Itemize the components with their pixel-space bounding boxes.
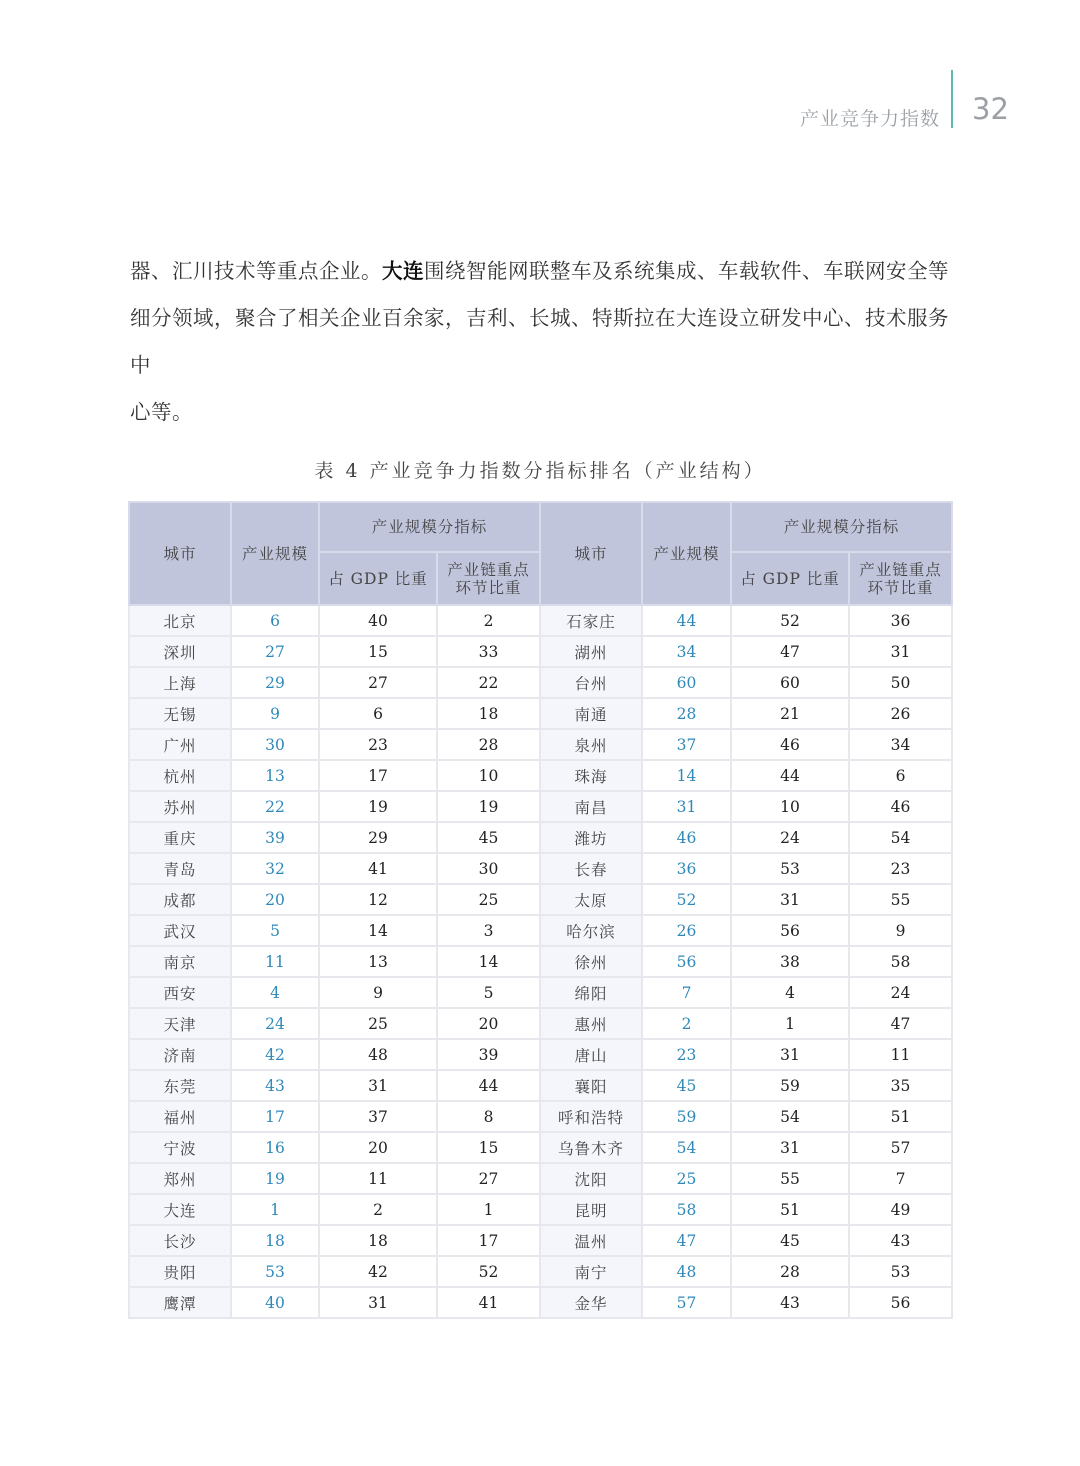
cell-city: 青岛 (129, 853, 231, 884)
cell-gdp-share: 52 (731, 605, 849, 636)
cell-scale: 60 (642, 667, 731, 698)
cell-city: 太原 (540, 884, 642, 915)
cell-city: 东莞 (129, 1070, 231, 1101)
cell-scale: 22 (231, 791, 319, 822)
cell-scale: 48 (642, 1256, 731, 1287)
cell-chain-share: 46 (849, 791, 952, 822)
cell-city: 南京 (129, 946, 231, 977)
cell-city: 泉州 (540, 729, 642, 760)
cell-gdp-share: 31 (319, 1070, 437, 1101)
cell-scale: 57 (642, 1287, 731, 1318)
cell-city: 温州 (540, 1225, 642, 1256)
cell-scale: 37 (642, 729, 731, 760)
header-gdp-share: 占 GDP 比重 (319, 552, 437, 605)
cell-chain-share: 28 (437, 729, 540, 760)
cell-city: 郑州 (129, 1163, 231, 1194)
cell-scale: 7 (642, 977, 731, 1008)
cell-city: 天津 (129, 1008, 231, 1039)
cell-city: 长沙 (129, 1225, 231, 1256)
cell-gdp-share: 28 (731, 1256, 849, 1287)
cell-gdp-share: 31 (731, 1039, 849, 1070)
cell-gdp-share: 29 (319, 822, 437, 853)
table-row (129, 853, 952, 884)
cell-scale: 36 (642, 853, 731, 884)
text: 围绕智能网联整车及系统集成、车载软件、车联网安全等 (424, 259, 949, 283)
cell-gdp-share: 10 (731, 791, 849, 822)
cell-gdp-share: 37 (319, 1101, 437, 1132)
table-row (129, 977, 952, 1008)
table-row (129, 1039, 952, 1070)
cell-gdp-share: 55 (731, 1163, 849, 1194)
table-row (129, 1070, 952, 1101)
cell-scale: 45 (642, 1070, 731, 1101)
cell-gdp-share: 31 (731, 884, 849, 915)
cell-chain-share: 53 (849, 1256, 952, 1287)
cell-gdp-share: 1 (731, 1008, 849, 1039)
cell-city: 西安 (129, 977, 231, 1008)
cell-city: 武汉 (129, 915, 231, 946)
cell-scale: 28 (642, 698, 731, 729)
cell-gdp-share: 21 (731, 698, 849, 729)
cell-scale: 39 (231, 822, 319, 853)
cell-chain-share: 6 (849, 760, 952, 791)
cell-city: 乌鲁木齐 (540, 1132, 642, 1163)
table-row (129, 822, 952, 853)
cell-chain-share: 15 (437, 1132, 540, 1163)
cell-gdp-share: 51 (731, 1194, 849, 1225)
table-row (129, 605, 952, 636)
cell-gdp-share: 31 (319, 1287, 437, 1318)
cell-scale: 24 (231, 1008, 319, 1039)
cell-city: 湖州 (540, 636, 642, 667)
cell-scale: 26 (642, 915, 731, 946)
cell-city: 沈阳 (540, 1163, 642, 1194)
cell-gdp-share: 6 (319, 698, 437, 729)
cell-chain-share: 33 (437, 636, 540, 667)
ranking-table (128, 501, 953, 1319)
cell-gdp-share: 60 (731, 667, 849, 698)
cell-city: 贵阳 (129, 1256, 231, 1287)
header-sub-indicators: 产业规模分指标 (319, 502, 540, 552)
cell-scale: 34 (642, 636, 731, 667)
header-city: 城市 (129, 502, 231, 605)
table-row (129, 667, 952, 698)
cell-gdp-share: 43 (731, 1287, 849, 1318)
cell-scale: 59 (642, 1101, 731, 1132)
cell-chain-share: 49 (849, 1194, 952, 1225)
cell-scale: 46 (642, 822, 731, 853)
cell-chain-share: 39 (437, 1039, 540, 1070)
cell-gdp-share: 24 (731, 822, 849, 853)
header-chain-share: 产业链重点环节比重 (437, 552, 540, 605)
cell-scale: 47 (642, 1225, 731, 1256)
cell-chain-share: 50 (849, 667, 952, 698)
cell-gdp-share: 40 (319, 605, 437, 636)
cell-city: 成都 (129, 884, 231, 915)
table-row (129, 1194, 952, 1225)
cell-scale: 5 (231, 915, 319, 946)
cell-city: 大连 (129, 1194, 231, 1225)
table-row (129, 1256, 952, 1287)
cell-gdp-share: 20 (319, 1132, 437, 1163)
cell-scale: 29 (231, 667, 319, 698)
cell-city: 惠州 (540, 1008, 642, 1039)
cell-city: 宁波 (129, 1132, 231, 1163)
cell-scale: 9 (231, 698, 319, 729)
cell-city: 襄阳 (540, 1070, 642, 1101)
cell-scale: 13 (231, 760, 319, 791)
cell-gdp-share: 41 (319, 853, 437, 884)
cell-scale: 23 (642, 1039, 731, 1070)
cell-gdp-share: 31 (731, 1132, 849, 1163)
header-gdp-share: 占 GDP 比重 (731, 552, 849, 605)
cell-chain-share: 36 (849, 605, 952, 636)
body-paragraph (130, 248, 955, 436)
cell-scale: 52 (642, 884, 731, 915)
cell-scale: 2 (642, 1008, 731, 1039)
table-row (129, 1101, 952, 1132)
cell-scale: 44 (642, 605, 731, 636)
table-row (129, 1008, 952, 1039)
table-row (129, 884, 952, 915)
cell-scale: 17 (231, 1101, 319, 1132)
page-number: 32 (972, 92, 1009, 126)
cell-scale: 11 (231, 946, 319, 977)
cell-scale: 19 (231, 1163, 319, 1194)
cell-scale: 27 (231, 636, 319, 667)
cell-chain-share: 58 (849, 946, 952, 977)
cell-scale: 31 (642, 791, 731, 822)
cell-chain-share: 14 (437, 946, 540, 977)
cell-gdp-share: 13 (319, 946, 437, 977)
cell-gdp-share: 53 (731, 853, 849, 884)
cell-city: 杭州 (129, 760, 231, 791)
cell-city: 南通 (540, 698, 642, 729)
cell-chain-share: 19 (437, 791, 540, 822)
cell-city: 昆明 (540, 1194, 642, 1225)
cell-gdp-share: 11 (319, 1163, 437, 1194)
text: 器、汇川技术等重点企业。 (130, 259, 382, 283)
cell-city: 广州 (129, 729, 231, 760)
cell-city: 呼和浩特 (540, 1101, 642, 1132)
cell-city: 潍坊 (540, 822, 642, 853)
table-row (129, 791, 952, 822)
cell-city: 唐山 (540, 1039, 642, 1070)
cell-chain-share: 56 (849, 1287, 952, 1318)
cell-city: 南昌 (540, 791, 642, 822)
cell-chain-share: 52 (437, 1256, 540, 1287)
cell-city: 石家庄 (540, 605, 642, 636)
cell-gdp-share: 47 (731, 636, 849, 667)
cell-chain-share: 26 (849, 698, 952, 729)
cell-chain-share: 45 (437, 822, 540, 853)
table-row (129, 729, 952, 760)
table-row (129, 915, 952, 946)
cell-scale: 43 (231, 1070, 319, 1101)
cell-chain-share: 24 (849, 977, 952, 1008)
cell-city: 长春 (540, 853, 642, 884)
cell-city: 哈尔滨 (540, 915, 642, 946)
cell-scale: 20 (231, 884, 319, 915)
table-row (129, 698, 952, 729)
cell-gdp-share: 19 (319, 791, 437, 822)
cell-chain-share: 20 (437, 1008, 540, 1039)
table-row (129, 946, 952, 977)
cell-chain-share: 5 (437, 977, 540, 1008)
cell-city: 苏州 (129, 791, 231, 822)
cell-chain-share: 44 (437, 1070, 540, 1101)
cell-chain-share: 1 (437, 1194, 540, 1225)
cell-city: 绵阳 (540, 977, 642, 1008)
cell-city: 济南 (129, 1039, 231, 1070)
cell-scale: 53 (231, 1256, 319, 1287)
bold-city-name: 大连 (382, 259, 424, 283)
cell-gdp-share: 23 (319, 729, 437, 760)
cell-chain-share: 54 (849, 822, 952, 853)
cell-chain-share: 43 (849, 1225, 952, 1256)
cell-city: 重庆 (129, 822, 231, 853)
cell-city: 徐州 (540, 946, 642, 977)
header-city: 城市 (540, 502, 642, 605)
cell-gdp-share: 17 (319, 760, 437, 791)
table-row (129, 1132, 952, 1163)
cell-chain-share: 35 (849, 1070, 952, 1101)
cell-chain-share: 9 (849, 915, 952, 946)
cell-scale: 32 (231, 853, 319, 884)
cell-chain-share: 11 (849, 1039, 952, 1070)
cell-gdp-share: 59 (731, 1070, 849, 1101)
cell-city: 鹰潭 (129, 1287, 231, 1318)
cell-chain-share: 22 (437, 667, 540, 698)
cell-city: 无锡 (129, 698, 231, 729)
paragraph-line-3: 心等。 (130, 400, 193, 424)
cell-scale: 56 (642, 946, 731, 977)
paragraph-line-2: 细分领域，聚合了相关企业百余家，吉利、长城、特斯拉在大连设立研发中心、技术服务中 (130, 306, 949, 377)
cell-chain-share: 27 (437, 1163, 540, 1194)
cell-gdp-share: 46 (731, 729, 849, 760)
cell-gdp-share: 14 (319, 915, 437, 946)
cell-chain-share: 18 (437, 698, 540, 729)
table-row (129, 1287, 952, 1318)
cell-gdp-share: 54 (731, 1101, 849, 1132)
table-row (129, 1225, 952, 1256)
cell-chain-share: 34 (849, 729, 952, 760)
header-scale: 产业规模 (642, 502, 731, 605)
cell-city: 北京 (129, 605, 231, 636)
cell-chain-share: 47 (849, 1008, 952, 1039)
cell-chain-share: 25 (437, 884, 540, 915)
cell-chain-share: 10 (437, 760, 540, 791)
cell-chain-share: 17 (437, 1225, 540, 1256)
cell-city: 台州 (540, 667, 642, 698)
cell-gdp-share: 18 (319, 1225, 437, 1256)
cell-gdp-share: 48 (319, 1039, 437, 1070)
cell-scale: 6 (231, 605, 319, 636)
cell-gdp-share: 9 (319, 977, 437, 1008)
cell-scale: 25 (642, 1163, 731, 1194)
cell-city: 福州 (129, 1101, 231, 1132)
cell-chain-share: 23 (849, 853, 952, 884)
cell-chain-share: 3 (437, 915, 540, 946)
cell-gdp-share: 4 (731, 977, 849, 1008)
header-divider (951, 70, 953, 128)
cell-city: 深圳 (129, 636, 231, 667)
cell-gdp-share: 45 (731, 1225, 849, 1256)
cell-scale: 40 (231, 1287, 319, 1318)
cell-gdp-share: 44 (731, 760, 849, 791)
cell-gdp-share: 12 (319, 884, 437, 915)
header-sub-indicators: 产业规模分指标 (731, 502, 952, 552)
cell-chain-share: 8 (437, 1101, 540, 1132)
cell-gdp-share: 25 (319, 1008, 437, 1039)
cell-gdp-share: 2 (319, 1194, 437, 1225)
cell-scale: 14 (642, 760, 731, 791)
table-row (129, 1163, 952, 1194)
header-chain-share: 产业链重点环节比重 (849, 552, 952, 605)
table-row (129, 636, 952, 667)
cell-gdp-share: 15 (319, 636, 437, 667)
cell-gdp-share: 27 (319, 667, 437, 698)
cell-chain-share: 55 (849, 884, 952, 915)
cell-chain-share: 7 (849, 1163, 952, 1194)
cell-scale: 1 (231, 1194, 319, 1225)
running-header (0, 70, 1080, 130)
table-row (129, 760, 952, 791)
cell-city: 珠海 (540, 760, 642, 791)
cell-scale: 4 (231, 977, 319, 1008)
cell-scale: 54 (642, 1132, 731, 1163)
running-header-title: 产业竞争力指数 (799, 108, 940, 130)
cell-city: 南宁 (540, 1256, 642, 1287)
header-scale: 产业规模 (231, 502, 319, 605)
cell-chain-share: 51 (849, 1101, 952, 1132)
cell-chain-share: 2 (437, 605, 540, 636)
cell-gdp-share: 42 (319, 1256, 437, 1287)
cell-scale: 30 (231, 729, 319, 760)
table-caption: 表 4 产业竞争力指数分指标排名（产业结构） (314, 460, 766, 482)
cell-city: 金华 (540, 1287, 642, 1318)
cell-scale: 18 (231, 1225, 319, 1256)
paragraph-line-1 (130, 248, 955, 295)
cell-chain-share: 57 (849, 1132, 952, 1163)
cell-chain-share: 41 (437, 1287, 540, 1318)
cell-scale: 16 (231, 1132, 319, 1163)
cell-scale: 58 (642, 1194, 731, 1225)
cell-scale: 42 (231, 1039, 319, 1070)
cell-chain-share: 31 (849, 636, 952, 667)
cell-gdp-share: 38 (731, 946, 849, 977)
cell-gdp-share: 56 (731, 915, 849, 946)
cell-city: 上海 (129, 667, 231, 698)
cell-chain-share: 30 (437, 853, 540, 884)
